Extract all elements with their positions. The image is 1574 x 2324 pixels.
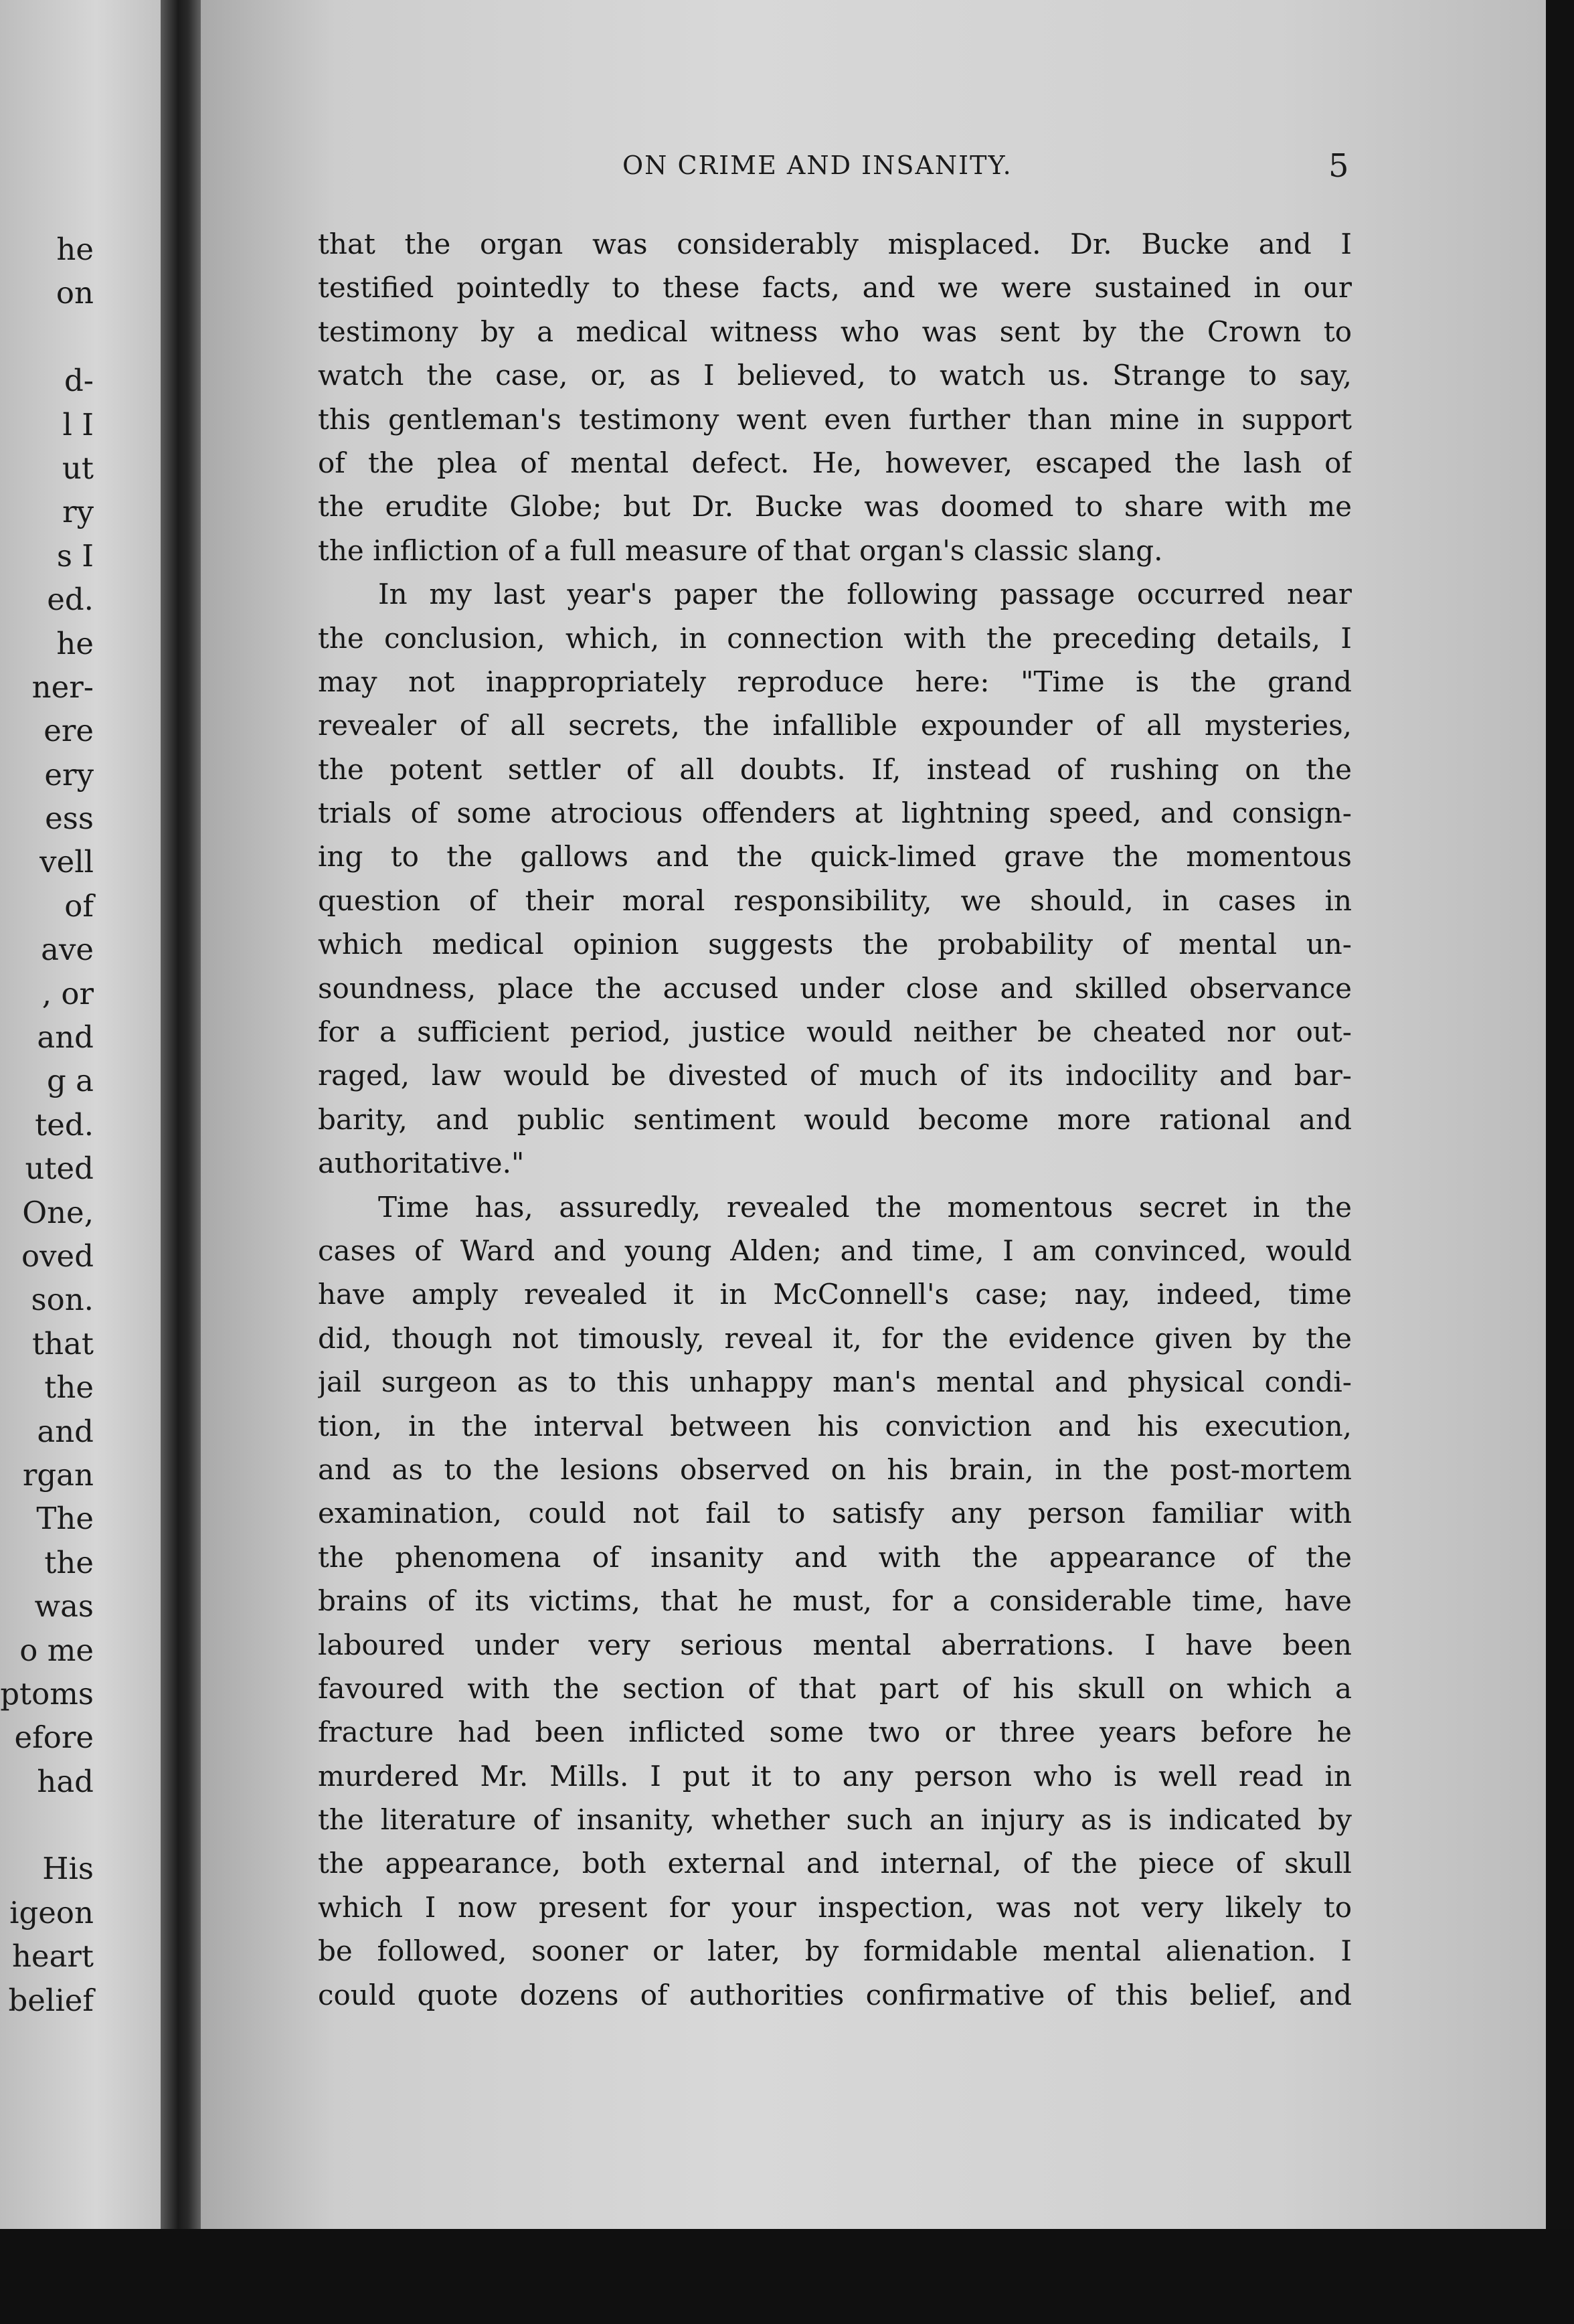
text-line: the appearance, both external and internal, of the piece of skull: [318, 1847, 1352, 1880]
text-line: ing to the gallows and the quick-limed grave the momentous: [318, 840, 1352, 874]
left-page-fragment: on: [56, 275, 94, 311]
left-page-fragment: that: [32, 1325, 94, 1361]
text-line: authoritative.": [318, 1147, 525, 1180]
left-page-fragment: ed.: [47, 582, 94, 618]
text-line: this gentleman's testimony went even further than mine in support: [318, 402, 1352, 436]
left-page-fragment: , or: [41, 975, 94, 1011]
text-line: did, though not timously, reveal it, for the evidence given by the: [318, 1321, 1352, 1355]
text-line: that the organ was considerably misplaced. Dr. Bucke and I: [318, 228, 1352, 260]
left-page-fragment: efore: [14, 1720, 94, 1756]
text-line: murdered Mr. Mills. I put it to any person who is well read in: [318, 1759, 1352, 1793]
text-line: which I now present for your inspection, was not very likely to: [318, 1890, 1352, 1924]
text-line: the literature of insanity, whether such an injury as is indicated by: [318, 1803, 1352, 1837]
text-line: examination, could not fail to satisfy any person familiar with: [318, 1497, 1352, 1530]
text-line: watch the case, or, as I believed, to watch us. Strange to say,: [318, 359, 1352, 392]
text-line: cases of Ward and young Alden; and time, I am convinced, would: [318, 1234, 1352, 1267]
text-line: In my last year's paper the following passage occurred near: [378, 578, 1352, 611]
paragraph: [318, 222, 1352, 572]
left-page-fragment: ery: [44, 756, 94, 793]
text-line: soundness, place the accused under close and skilled observance: [318, 971, 1352, 1005]
left-page-fragment: uted: [25, 1151, 94, 1187]
left-page-edge: [0, 0, 161, 2229]
text-line: the erudite Globe; but Dr. Bucke was doomed to share with me: [318, 490, 1352, 523]
left-page-fragments: [0, 228, 94, 2022]
left-page-fragment: heart: [11, 1938, 94, 1975]
text-line: be followed, sooner or later, by formidable mental alienation. I: [318, 1934, 1352, 1968]
left-page-fragment: the: [44, 1370, 94, 1406]
text-line: barity, and public sentiment would become more rational and: [318, 1102, 1352, 1136]
left-page-fragment: o me: [19, 1632, 94, 1668]
left-page-fragment: had: [37, 1763, 94, 1799]
text-line: fracture had been inflicted some two or three years before he: [318, 1716, 1352, 1749]
left-page-fragment: belief: [8, 1982, 94, 2018]
text-line: the conclusion, which, in connection with the preceding details, I: [318, 621, 1352, 655]
left-page-fragment: he: [56, 625, 94, 661]
text-line: raged, law would be divested of much of its indocility and bar-: [318, 1059, 1352, 1092]
text-line: laboured under very serious mental aberrations. I have been: [318, 1628, 1352, 1661]
left-page-fragment: ut: [62, 450, 94, 486]
left-page-fragment: ner-: [31, 669, 94, 705]
left-page-fragment: igeon: [9, 1894, 94, 1930]
left-page-fragment: and: [37, 1019, 94, 1056]
text-line: have amply revealed it in McConnell's case; nay, indeed, time: [318, 1278, 1352, 1311]
left-page-fragment: ess: [45, 801, 94, 837]
left-page-fragment: [0, 1803, 94, 1847]
text-line: the infliction of a full measure of that organ's classic slang.: [318, 533, 1163, 567]
text-line: favoured with the section of that part of his skull on which a: [318, 1671, 1352, 1705]
paragraph: [318, 1185, 1352, 2017]
left-page-fragment: ted.: [35, 1106, 94, 1143]
page-number: 5: [1328, 147, 1349, 185]
left-page-fragment: ry: [62, 494, 94, 530]
text-line: may not inappropriately reproduce here: "Time is the grand: [318, 665, 1352, 698]
text-line: could quote dozens of authorities confirmative of this belief, and: [318, 1978, 1352, 2011]
text-line: tion, in the interval between his conviction and his execution,: [318, 1409, 1352, 1442]
left-page-fragment: oved: [21, 1238, 94, 1274]
left-page-fragment: His: [42, 1851, 94, 1887]
left-page-fragment: vell: [39, 844, 94, 880]
text-line: which medical opinion suggests the probability of mental un-: [318, 928, 1352, 961]
left-page-fragment: l I: [62, 406, 94, 442]
body-text: [318, 222, 1352, 2017]
left-page-fragment: g a: [47, 1063, 94, 1099]
left-page-fragment: [0, 315, 94, 359]
text-line: question of their moral responsibility, we should, in cases in: [318, 884, 1352, 917]
text-line: of the plea of mental defect. He, however, escaped the lash of: [318, 446, 1352, 479]
paragraph: [318, 572, 1352, 1185]
text-line: Time has, assuredly, revealed the momentous secret in the: [378, 1190, 1352, 1224]
left-page-fragment: and: [37, 1413, 94, 1449]
left-page-fragment: he: [56, 232, 94, 267]
text-line: trials of some atrocious offenders at lightning speed, and consign-: [318, 797, 1352, 830]
left-page-fragment: was: [34, 1588, 94, 1625]
text-line: jail surgeon as to this unhappy man's mental and physical condi-: [318, 1365, 1352, 1399]
left-page-fragment: son.: [31, 1282, 94, 1318]
text-line: for a sufficient period, justice would neither be cheated nor out-: [318, 1015, 1352, 1049]
scan-bottom-margin: [0, 2229, 1574, 2324]
text-line: brains of its victims, that he must, for a considerable time, have: [318, 1584, 1352, 1618]
left-page-fragment: ere: [43, 713, 94, 749]
left-page-fragment: d-: [64, 363, 94, 399]
text-line: and as to the lesions observed on his brain, in the post-mortem: [318, 1452, 1352, 1486]
left-page-fragment: s I: [56, 537, 94, 574]
text-line: revealer of all secrets, the infallible expounder of all mysteries,: [318, 709, 1352, 742]
left-page-fragment: ptoms: [0, 1675, 94, 1712]
running-title: ON CRIME AND INSANITY.: [622, 151, 1013, 180]
left-page-fragment: The: [36, 1501, 94, 1537]
left-page-fragment: ave: [41, 932, 94, 968]
text-line: testified pointedly to these facts, and we were sustained in our: [318, 271, 1352, 305]
text-line: the phenomena of insanity and with the appearance of the: [318, 1540, 1352, 1574]
left-page-fragment: One,: [22, 1194, 94, 1230]
text-line: testimony by a medical witness who was sent by the Crown to: [318, 315, 1352, 348]
text-line: the potent settler of all doubts. If, instead of rushing on the: [318, 752, 1352, 786]
left-page-fragment: rgan: [22, 1457, 94, 1493]
left-page-fragment: the: [44, 1544, 94, 1580]
left-page-fragment: of: [64, 888, 94, 924]
